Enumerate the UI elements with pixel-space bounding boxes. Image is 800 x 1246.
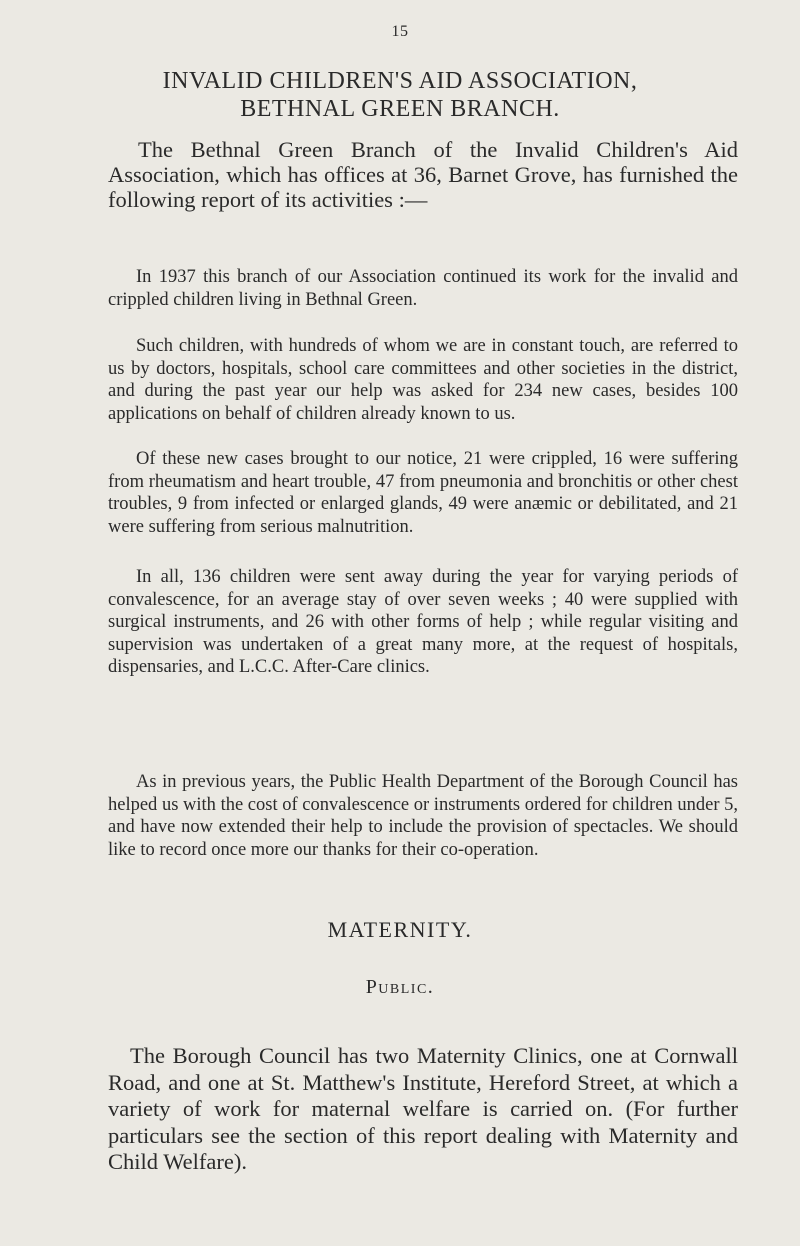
report-paragraph-1: In 1937 this branch of our Association continued its work for the invalid and crippled children living in Bethnal Green.	[108, 267, 738, 310]
section-title-line-2: BETHNAL GREEN BRANCH.	[240, 96, 560, 122]
maternity-heading: MATERNITY.	[327, 917, 473, 942]
page-number: 15	[391, 23, 409, 40]
report-paragraph-3: Of these new cases brought to our notice, 21 were crippled, 16 were suffering from rheumatism and heart trouble, 47 from pneumonia and bronchitis or other chest troubles, 9 from infected or enlarged glands, 49 were anæmic or debilitated, and 21 were suffering from serious malnutrition.	[108, 449, 738, 537]
maternity-paragraph: The Borough Council has two Maternity Clinics, one at Cornwall Road, and one at St. Matthew's Institute, Hereford Street, at which a variety of work for maternal welfare is carried on. (For further particulars see the section of this report dealing with Maternity and Child Welfare).	[108, 1043, 738, 1174]
public-subheading: Public.	[365, 976, 435, 998]
report-paragraph-2: Such children, with hundreds of whom we are in constant touch, are referred to us by doctors, hospitals, school care committees and other societies in the district, and during the past year our help was asked for 234 new cases, besides 100 applications on behalf of children already known to us.	[108, 336, 738, 424]
intro-text: The Bethnal Green Branch of the Invalid Children's Aid Association, which has offices at 36, Barnet Grove, has furnished the following report of its activities :—	[108, 137, 738, 212]
intro-paragraph	[108, 137, 738, 212]
report-paragraph-5: As in previous years, the Public Health Department of the Borough Council has helped us with the cost of convalescence or instruments ordered for children under 5, and have now extended their help to include the provision of spectacles. We should like to record once more our thanks for their co-operation.	[108, 772, 738, 860]
section-title-line-1: INVALID CHILDREN'S AID ASSOCIATION,	[162, 68, 638, 94]
report-paragraph-4: In all, 136 children were sent away during the year for varying periods of convalescence, for an average stay of over seven weeks ; 40 were supplied with surgical instruments, and 26 with other forms of help ; while regular visiting and supervision was undertaken of a great many more, at the request of hospitals, dispensaries, and L.C.C. After-Care clinics.	[108, 567, 738, 677]
